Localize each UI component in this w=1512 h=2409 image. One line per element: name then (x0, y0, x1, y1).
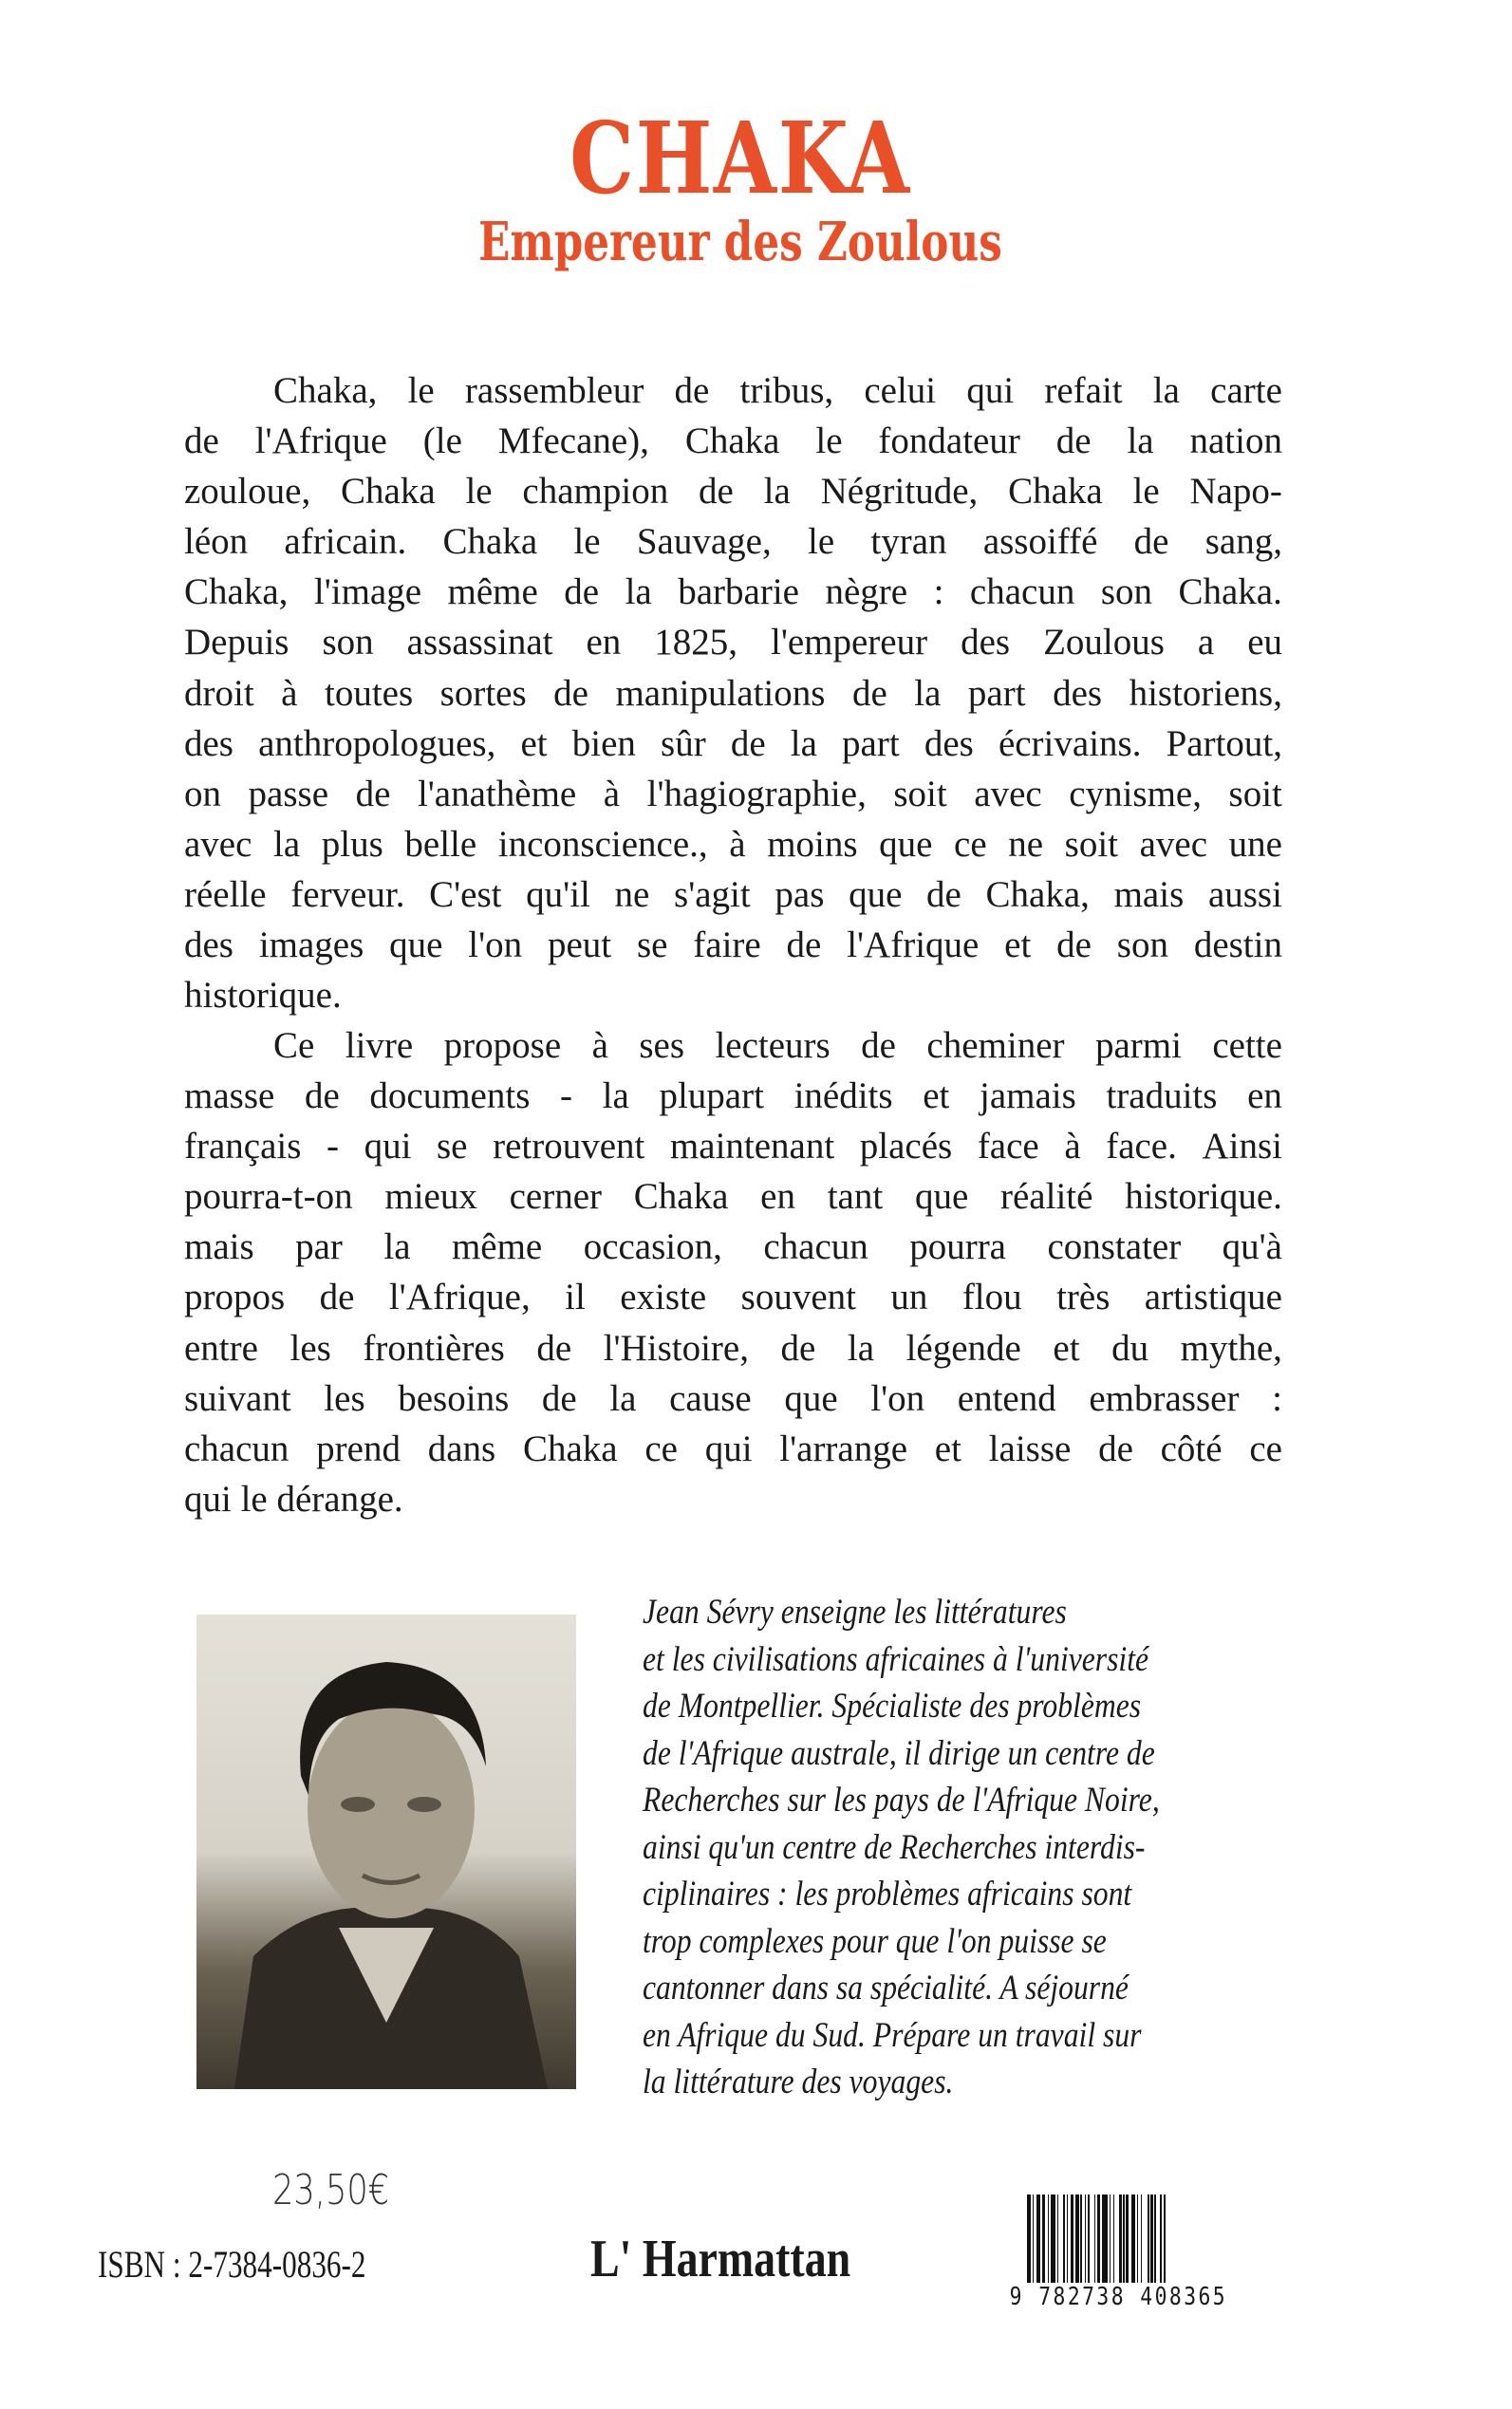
barcode-bar (1164, 2194, 1165, 2289)
text-line: on passe de l'anathème à l'hagiographie, soit avec cynisme, soit (184, 773, 1282, 814)
text-line: pourra-t-on mieux cerner Chaka en tant que réalité historique. (184, 1176, 1282, 1218)
bio-line: cantonner dans sa spécialité. A séjourné (643, 1969, 1129, 2008)
text-line: chacun prend dans Chaka ce qui l'arrange et laisse de côté ce (184, 1428, 1282, 1469)
barcode-digits: 9 782738 408365 (1009, 2283, 1228, 2311)
publisher-name: L' Harmattan (590, 2230, 851, 2288)
bio-line: et les civilisations africaines à l'université (643, 1639, 1149, 1679)
text-line: historique. (184, 975, 342, 1017)
blurb-paragraph-1 (184, 365, 1282, 1020)
bio-line: en Afrique du Sud. Prépare un travail sur (643, 2015, 1142, 2055)
bio-line: ainsi qu'un centre de Recherches interdis- (643, 1827, 1146, 1867)
author-bio (643, 1589, 1283, 2106)
text-line: Ce livre propose à ses lecteurs de cheminer parmi cette (273, 1025, 1282, 1066)
bio-line: Jean Sévry enseigne les littératures (643, 1593, 1067, 1632)
bio-line: trop complexes pour que l'on puisse se (643, 1921, 1107, 1961)
text-line: des anthropologues, et bien sûr de la part des écrivains. Partout, (184, 722, 1282, 764)
bio-line: de l'Afrique australe, il dirige un centre de (643, 1733, 1155, 1773)
text-line: entre les frontières de l'Histoire, de la légende et du mythe, (184, 1327, 1282, 1369)
isbn: ISBN : 2-7384-0836-2 (98, 2243, 366, 2286)
bio-line: ciplinaires : les problèmes africains sont (643, 1875, 1132, 1914)
text-line: mais par la même occasion, chacun pourra constater qu'à (184, 1226, 1282, 1268)
bio-line: la littérature des voyages. (643, 2063, 954, 2101)
text-line: des images que l'on peut se faire de l'Afrique et de son destin (184, 924, 1282, 966)
text-line: zouloue, Chaka le champion de la Négritude, Chaka le Napo- (184, 471, 1282, 513)
text-line: droit à toutes sortes de manipulations de la part des historiens, (184, 672, 1282, 714)
text-line: suivant les besoins de la cause que l'on entend embrasser : (184, 1377, 1282, 1419)
price: 23,50€ (272, 2166, 390, 2214)
text-line: qui le dérange. (184, 1478, 403, 1520)
text-line: Chaka, l'image même de la barbarie nègre : chacun son Chaka. (184, 571, 1282, 613)
text-line: français - qui se retrouvent maintenant placés face à face. Ainsi (184, 1126, 1282, 1167)
text-line: Depuis son assassinat en 1825, l'empereur des Zoulous a eu (184, 622, 1282, 663)
bio-line: de Montpellier. Spécialiste des problèmes (643, 1687, 1142, 1726)
text-line: réelle ferveur. C'est qu'il ne s'agit pas que de Chaka, mais aussi (184, 873, 1282, 915)
text-line: Chaka, le rassembleur de tribus, celui qui refait la carte (273, 370, 1282, 411)
book-subtitle: Empereur des Zoulous (478, 211, 1002, 273)
barcode (1027, 2194, 1274, 2289)
book-title: CHAKA (569, 100, 911, 216)
text-line: léon africain. Chaka le Sauvage, le tyran assoiffé de sang, (184, 521, 1282, 563)
bio-line: Recherches sur les pays de l'Afrique Noire, (643, 1781, 1160, 1820)
text-line: propos de l'Afrique, il existe souvent un flou très artistique (184, 1277, 1282, 1318)
text-line: avec la plus belle inconscience., à moins que ce ne soit avec une (184, 823, 1282, 865)
author-photo (196, 1615, 576, 2089)
text-line: de l'Afrique (le Mfecane), Chaka le fondateur de la nation (184, 420, 1282, 462)
blurb-paragraph-2 (184, 1020, 1282, 1524)
text-line: masse de documents - la plupart inédits et jamais traduits en (184, 1075, 1282, 1117)
